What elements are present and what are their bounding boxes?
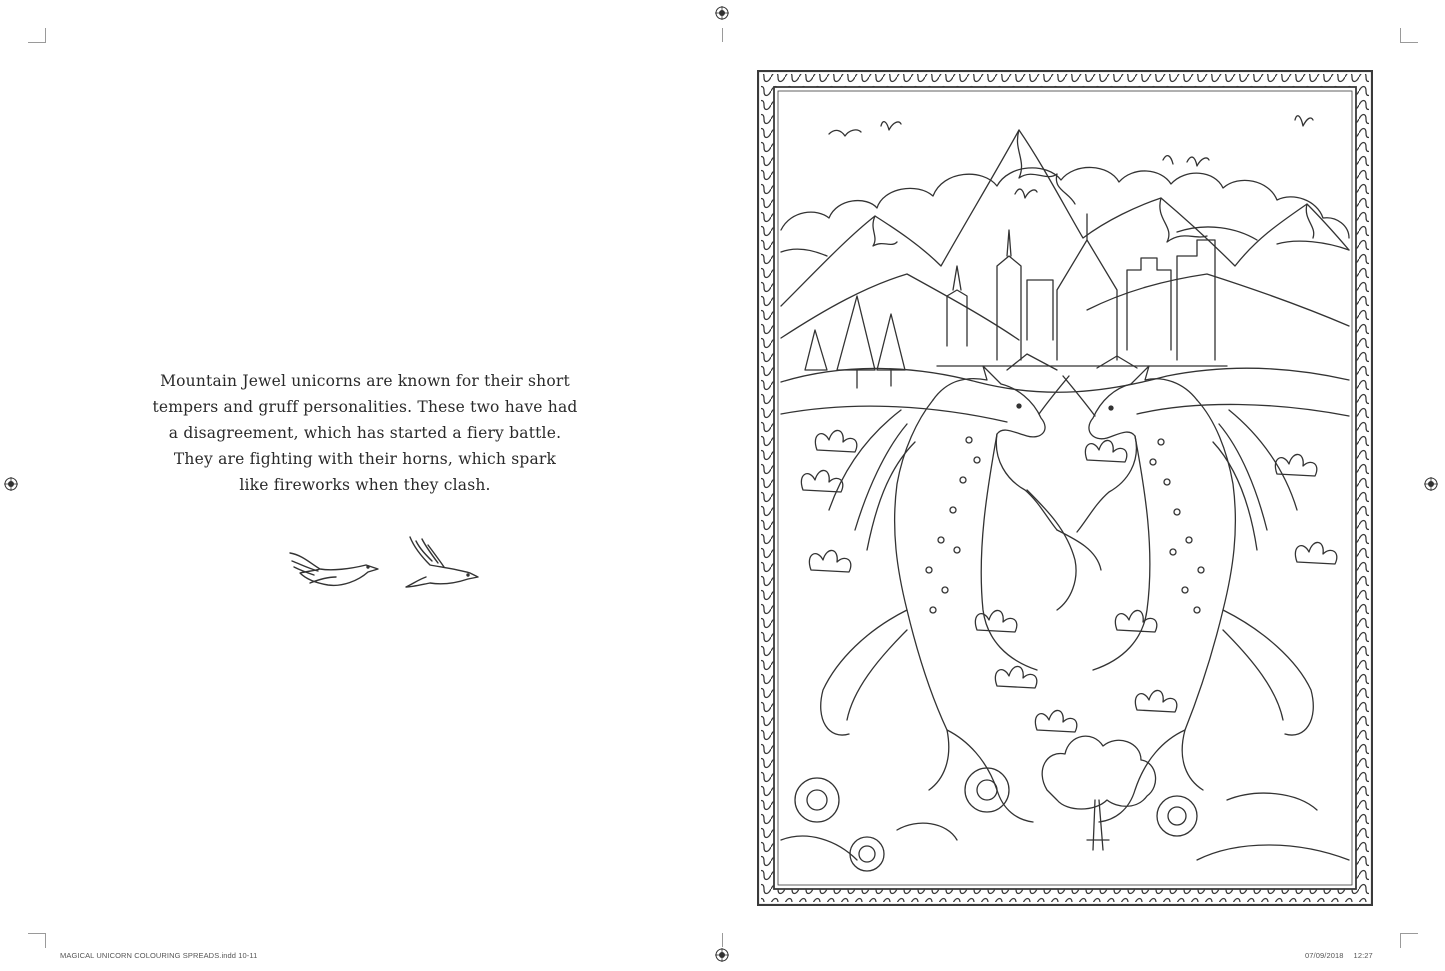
crop-mark-bottom-right	[1400, 933, 1418, 934]
story-line: tempers and gruff personalities. These two have had	[152, 398, 578, 416]
crop-mark-top-right	[1400, 42, 1418, 43]
registration-mark-icon	[1424, 477, 1438, 491]
crop-mark-gutter-bottom	[722, 933, 723, 947]
registration-mark-icon	[715, 948, 729, 962]
crop-mark-bottom-left-v	[45, 933, 46, 948]
coloring-illustration	[757, 70, 1373, 906]
story-line: a disagreement, which has started a fiery battle.	[168, 424, 562, 442]
registration-mark-icon	[715, 6, 729, 20]
slug-timestamp	[1305, 951, 1373, 960]
slug-file-name: MAGICAL UNICORN COLOURING SPREADS.indd 10-11	[60, 951, 258, 960]
story-line: They are fighting with their horns, which spark	[173, 450, 557, 468]
ornamental-border	[758, 71, 1372, 905]
story-line: Mountain Jewel unicorns are known for their short	[160, 372, 570, 390]
story-text	[150, 368, 580, 498]
birds-icon	[280, 525, 490, 605]
crop-mark-gutter-top	[722, 28, 723, 42]
story-line: like fireworks when they clash.	[239, 476, 491, 494]
crop-mark-bottom-right-v	[1400, 933, 1401, 948]
crop-mark-top-left	[28, 42, 46, 43]
crop-mark-bottom-left	[28, 933, 46, 934]
crop-mark-top-left-v	[45, 28, 46, 43]
slug-time: 12:27	[1353, 951, 1373, 960]
crop-mark-top-right-v	[1400, 28, 1401, 43]
registration-mark-icon	[4, 477, 18, 491]
slug-date: 07/09/2018	[1305, 951, 1344, 960]
